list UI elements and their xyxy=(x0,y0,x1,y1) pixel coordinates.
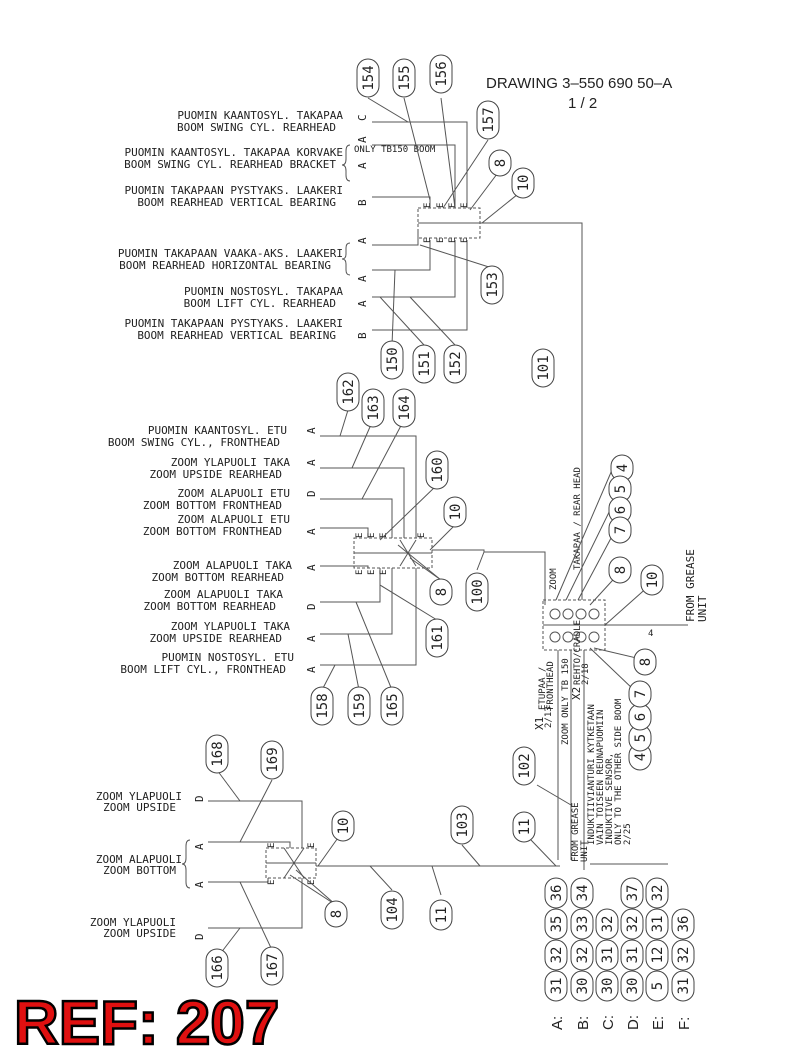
block-letter: E xyxy=(423,237,433,243)
front-head-section xyxy=(108,410,545,690)
manifold-rear-head-label: TAKAPAA / REAR HEAD xyxy=(573,467,583,570)
port-letter: D xyxy=(305,603,318,610)
bubble-b10c xyxy=(641,565,663,595)
bracket xyxy=(342,243,350,275)
bubble-label: 157 xyxy=(481,107,497,133)
pin-row-label: A: xyxy=(549,1015,566,1030)
rear-label-5-fi: PUOMIN TAKAPAAN PYSTYAKS. LAAKERI xyxy=(124,317,343,330)
bubble-label: 8 xyxy=(329,909,345,919)
bubble-label: 10 xyxy=(516,174,532,192)
port-letter: A xyxy=(305,427,318,434)
port-letter: D xyxy=(305,490,318,497)
pin-table xyxy=(545,878,694,1030)
port-letter: C xyxy=(356,114,369,121)
block-letter: E xyxy=(355,532,365,538)
from-grease-2-label: FROM GREASE xyxy=(571,802,581,862)
port-letter: A xyxy=(356,136,369,143)
front-label-6-fi: ZOOM YLAPUOLI TAKA xyxy=(170,620,290,633)
connector-x2-pins: 2/18 xyxy=(581,663,591,685)
zoom-section xyxy=(90,770,571,958)
pin-cell xyxy=(571,909,593,939)
bubble-label: 102 xyxy=(517,753,533,779)
pin-cell xyxy=(596,971,618,1001)
block-letter: E xyxy=(423,202,433,208)
bubble-b8d xyxy=(634,649,656,675)
block-letter: E xyxy=(267,879,277,885)
rear-label-4-en: BOOM LIFT CYL. REARHEAD xyxy=(183,297,336,310)
bubble-b167 xyxy=(261,947,283,985)
bubble-label: 103 xyxy=(455,812,471,838)
block-letter: E xyxy=(460,202,470,208)
bubble-label: 156 xyxy=(434,61,450,87)
bubble-label: 8 xyxy=(638,657,654,667)
bubble-b8b xyxy=(430,579,452,605)
zoom-label-0-en: ZOOM UPSIDE xyxy=(103,801,176,814)
rear-label-5-en: BOOM REARHEAD VERTICAL BEARING xyxy=(137,329,336,342)
bubble-b150 xyxy=(381,341,403,379)
bubble-b8a xyxy=(489,150,511,176)
pin-cell-value: 5 xyxy=(650,981,666,991)
bubble-label: 101 xyxy=(536,355,552,381)
zoom-label-0-fi: ZOOM YLAPUOLI xyxy=(95,790,182,803)
pin-cell-value: 32 xyxy=(650,884,666,902)
bubble-b164 xyxy=(393,389,415,427)
connector-x1-pins: 2/13 xyxy=(544,706,554,728)
pin-cell-value: 34 xyxy=(575,884,591,902)
pin-cell-value: 32 xyxy=(549,946,565,964)
port-letter: D xyxy=(193,933,206,940)
bubble-b166 xyxy=(206,949,228,987)
pin-cell-value: 32 xyxy=(625,915,641,933)
pin-cell-value: 36 xyxy=(549,884,565,902)
bubble-label: 6 xyxy=(633,712,649,722)
pin-cell xyxy=(621,940,643,970)
bubble-label: 8 xyxy=(493,158,509,168)
front-label-2-en: ZOOM BOTTOM FRONTHEAD xyxy=(142,499,282,512)
pin-row-label: C: xyxy=(600,1015,617,1030)
pin-cell-value: 32 xyxy=(575,946,591,964)
pin-cell xyxy=(646,971,668,1001)
bubble-b159 xyxy=(348,687,370,725)
front-label-0-fi: PUOMIN KAANTOSYL. ETU xyxy=(147,424,287,437)
bubble-label: 4 xyxy=(615,463,631,473)
bubble-label: 163 xyxy=(366,395,382,421)
bubble-b169 xyxy=(261,741,283,779)
bubble-label: 154 xyxy=(361,65,377,91)
rear-label-3-en: BOOM REARHEAD HORIZONTAL BEARING xyxy=(119,259,331,272)
bubble-b102 xyxy=(513,747,535,785)
front-label-7-en: BOOM LIFT CYL., FRONTHEAD xyxy=(120,663,286,676)
only-tb150-note: ONLY TB150 BOOM xyxy=(354,145,436,155)
pin-cell-value: 12 xyxy=(650,946,666,964)
bubble-b165 xyxy=(381,687,403,725)
port-letter: A xyxy=(193,881,206,888)
bubble-label: 11 xyxy=(434,906,450,924)
connector-x1-fi: ETUPAA / xyxy=(538,666,548,710)
port-letter: A xyxy=(356,275,369,282)
bubble-label: 4 xyxy=(633,752,649,762)
from-grease-unit-label: UNIT xyxy=(696,595,709,622)
pin-cell-value: 32 xyxy=(676,946,692,964)
block-letter: E xyxy=(436,202,446,208)
pin-cell xyxy=(545,878,567,908)
bubble-b101 xyxy=(532,349,554,387)
zoom-only-note: ZOOM ONLY TB 150 xyxy=(561,658,571,745)
bracket xyxy=(342,145,350,181)
sensor-note-3: INDUKTIVE SENSOR, xyxy=(605,752,615,845)
bubble-label: 10 xyxy=(336,817,352,835)
bubble-b168 xyxy=(206,735,228,773)
connector-x1: X1 xyxy=(533,716,546,730)
rear-label-0-en: BOOM SWING CYL. REARHEAD xyxy=(177,121,336,134)
bubble-label: 168 xyxy=(210,741,226,767)
bubble-b162 xyxy=(337,373,359,411)
bubble-b160 xyxy=(426,451,448,489)
sensor-note-2: VAIN TOISEEN REUNAPUOMIIN xyxy=(596,709,606,845)
connector-x2: X2 xyxy=(570,686,583,700)
bubble-b156 xyxy=(430,55,452,93)
block-letter: E xyxy=(448,237,458,243)
pin-cell xyxy=(646,878,668,908)
block-letter: E xyxy=(355,569,365,575)
bubble-b104 xyxy=(381,891,403,929)
drawing-sheet: 1 / 2 xyxy=(568,95,598,112)
rear-label-4-fi: PUOMIN NOSTOSYL. TAKAPAA xyxy=(184,285,343,298)
pin-cell xyxy=(672,909,694,939)
bubble-b161 xyxy=(426,619,448,657)
block-letter: E xyxy=(417,532,427,538)
pin-cell xyxy=(596,909,618,939)
port-letter: D xyxy=(193,795,206,802)
bubble-label: 5 xyxy=(613,484,629,494)
front-label-3-fi: ZOOM ALAPUOLI ETU xyxy=(177,513,290,526)
block-letter: E xyxy=(460,237,470,243)
bubble-b10b xyxy=(444,497,466,527)
block-letter: E xyxy=(307,879,317,885)
rear-label-3-fi: PUOMIN TAKAPAAN VAAKA-AKS. LAAKERI xyxy=(117,247,343,260)
bubble-b8e xyxy=(325,901,347,927)
pin-cell-value: 36 xyxy=(676,915,692,933)
front-label-4-en: ZOOM BOTTOM REARHEAD xyxy=(151,571,284,584)
pin-cell xyxy=(646,909,668,939)
block-letter: E xyxy=(379,569,389,575)
port-letter: A xyxy=(305,564,318,571)
drawing-title: DRAWING 3–550 690 50–A xyxy=(486,75,673,92)
port-letter: B xyxy=(356,199,369,206)
bubble-label: 158 xyxy=(315,693,331,719)
port-letter: A xyxy=(193,843,206,850)
bubble-label: 104 xyxy=(385,897,401,923)
pin-cell-value: 30 xyxy=(575,977,591,995)
bubble-label: 10 xyxy=(645,571,661,589)
sensor-note-1: INDUKTIIVIANTURI KYTKETAAN xyxy=(587,704,597,845)
bubble-label: 6 xyxy=(613,505,629,515)
bubble-b7a xyxy=(609,517,631,543)
block-letter: E xyxy=(367,532,377,538)
bubble-label: 162 xyxy=(341,379,357,405)
bubble-label: 167 xyxy=(265,953,281,979)
manifold-zoom-label: ZOOM xyxy=(549,568,559,590)
bubble-b103 xyxy=(451,806,473,844)
zoom-label-2-fi: ZOOM YLAPUOLI xyxy=(89,916,176,929)
front-label-1-fi: ZOOM YLAPUOLI TAKA xyxy=(170,456,290,469)
rear-label-1-fi: PUOMIN KAANTOSYL. TAKAPAA KORVAKE xyxy=(124,146,343,159)
bubble-label: 10 xyxy=(448,503,464,521)
pin-row-label: E: xyxy=(650,1015,667,1030)
ref-number: REF: 207 xyxy=(14,989,280,1053)
from-grease-2-unit: UNIT xyxy=(580,840,590,862)
pin-cell-value: 35 xyxy=(549,915,565,933)
port-letter: A xyxy=(305,459,318,466)
port-letter: A xyxy=(356,300,369,307)
bubble-label: 151 xyxy=(417,351,433,377)
bubble-label: 7 xyxy=(633,689,649,699)
bubble-b163 xyxy=(362,389,384,427)
bubble-label: 153 xyxy=(485,272,501,298)
block-letter: E xyxy=(448,202,458,208)
port-letter: A xyxy=(356,162,369,169)
bubble-b157 xyxy=(477,101,499,139)
pin-cell-value: 31 xyxy=(650,915,666,933)
connector-x1-en: FRONTHEAD xyxy=(546,661,556,710)
bubble-label: 169 xyxy=(265,747,281,773)
bubble-label: 8 xyxy=(434,587,450,597)
bubble-b6b xyxy=(629,704,651,730)
bubble-b100 xyxy=(466,573,488,611)
front-label-6-en: ZOOM UPSIDE REARHEAD xyxy=(149,632,282,645)
bubble-label: 160 xyxy=(430,457,446,483)
bubble-label: 165 xyxy=(385,693,401,719)
pin-cell xyxy=(621,878,643,908)
pin-row-label: D: xyxy=(625,1015,642,1030)
pin-cell xyxy=(646,940,668,970)
pin-cell xyxy=(596,940,618,970)
bubble-label: 5 xyxy=(633,733,649,743)
bubble-label: 100 xyxy=(470,579,486,605)
bubble-label: 166 xyxy=(210,955,226,981)
bubble-b151 xyxy=(413,345,435,383)
from-grease-label: FROM GREASE xyxy=(684,549,697,622)
bubble-b158 xyxy=(311,687,333,725)
pin-row-label: F: xyxy=(676,1016,693,1030)
manifold-pin-4: 4 xyxy=(648,629,654,639)
block-letter: E xyxy=(436,237,446,243)
pin-cell xyxy=(621,971,643,1001)
zoom-label-1-en: ZOOM BOTTOM xyxy=(103,864,176,877)
bubble-b152 xyxy=(444,345,466,383)
pin-cell-value: 31 xyxy=(625,946,641,964)
pin-cell-value: 37 xyxy=(625,884,641,902)
pin-cell xyxy=(621,909,643,939)
connector-x2-label: REHTO/CRADLE xyxy=(573,619,583,685)
bubble-label: 155 xyxy=(397,65,413,91)
block-letter: E xyxy=(267,842,277,848)
block-letter: E xyxy=(307,842,317,848)
pin-cell xyxy=(571,940,593,970)
front-label-5-en: ZOOM BOTTOM REARHEAD xyxy=(143,600,276,613)
rear-label-2-fi: PUOMIN TAKAPAAN PYSTYAKS. LAAKERI xyxy=(124,184,343,197)
bubble-b11a xyxy=(430,900,452,930)
block-letter: E xyxy=(379,532,389,538)
bubble-b10a xyxy=(512,168,534,198)
pin-cell xyxy=(672,940,694,970)
rear-label-2-en: BOOM REARHEAD VERTICAL BEARING xyxy=(137,196,336,209)
sensor-note-pins: 2/25 xyxy=(623,823,633,845)
front-label-1-en: ZOOM UPSIDE REARHEAD xyxy=(149,468,282,481)
bubble-label: 164 xyxy=(397,395,413,421)
bubble-b153 xyxy=(481,266,503,304)
sensor-note-4: ONLY TO THE OTHER SIDE BOOM xyxy=(614,698,624,845)
pin-cell xyxy=(545,971,567,1001)
bubble-b7b xyxy=(629,681,651,707)
bubble-label: 7 xyxy=(613,525,629,535)
front-label-3-en: ZOOM BOTTOM FRONTHEAD xyxy=(142,525,282,538)
port-letter: A xyxy=(305,666,318,673)
bubble-label: 152 xyxy=(448,351,464,377)
block-letter: E xyxy=(367,569,377,575)
bubble-label: 159 xyxy=(352,693,368,719)
bubble-b154 xyxy=(357,59,379,97)
port-letter: A xyxy=(305,635,318,642)
bubble-label: 8 xyxy=(613,565,629,575)
pin-cell xyxy=(545,940,567,970)
bubble-b11b xyxy=(513,812,535,842)
rear-label-0-fi: PUOMIN KAANTOSYL. TAKAPAA xyxy=(177,109,343,122)
front-label-0-en: BOOM SWING CYL., FRONTHEAD xyxy=(107,436,280,449)
rear-label-1-en: BOOM SWING CYL. REARHEAD BRACKET xyxy=(124,158,336,171)
bubble-b155 xyxy=(393,59,415,97)
pin-cell-value: 32 xyxy=(600,915,616,933)
bubble-label: 11 xyxy=(517,818,533,836)
pin-cell xyxy=(672,971,694,1001)
bubble-label: 150 xyxy=(385,347,401,373)
pin-cell xyxy=(571,878,593,908)
pin-cell xyxy=(571,971,593,1001)
pin-cell-value: 31 xyxy=(549,977,565,995)
bubble-b10d xyxy=(332,811,354,841)
front-label-2-fi: ZOOM ALAPUOLI ETU xyxy=(177,487,290,500)
front-label-7-fi: PUOMIN NOSTOSYL. ETU xyxy=(161,651,294,664)
pin-cell-value: 30 xyxy=(625,977,641,995)
pin-cell xyxy=(545,909,567,939)
pin-row-label: B: xyxy=(575,1015,592,1030)
pin-cell-value: 33 xyxy=(575,915,591,933)
pin-cell-value: 30 xyxy=(600,977,616,995)
zoom-label-2-en: ZOOM UPSIDE xyxy=(103,927,176,940)
port-letter: A xyxy=(305,528,318,535)
front-label-5-fi: ZOOM ALAPUOLI TAKA xyxy=(163,588,283,601)
port-letter: A xyxy=(356,237,369,244)
bubble-label: 161 xyxy=(430,625,446,651)
pin-cell-value: 31 xyxy=(600,946,616,964)
port-letter: B xyxy=(356,332,369,339)
pin-cell-value: 31 xyxy=(676,977,692,995)
zoom-label-1-fi: ZOOM ALAPUOLI xyxy=(95,853,182,866)
front-label-4-fi: ZOOM ALAPUOLI TAKA xyxy=(172,559,292,572)
bubble-b8c xyxy=(609,557,631,583)
